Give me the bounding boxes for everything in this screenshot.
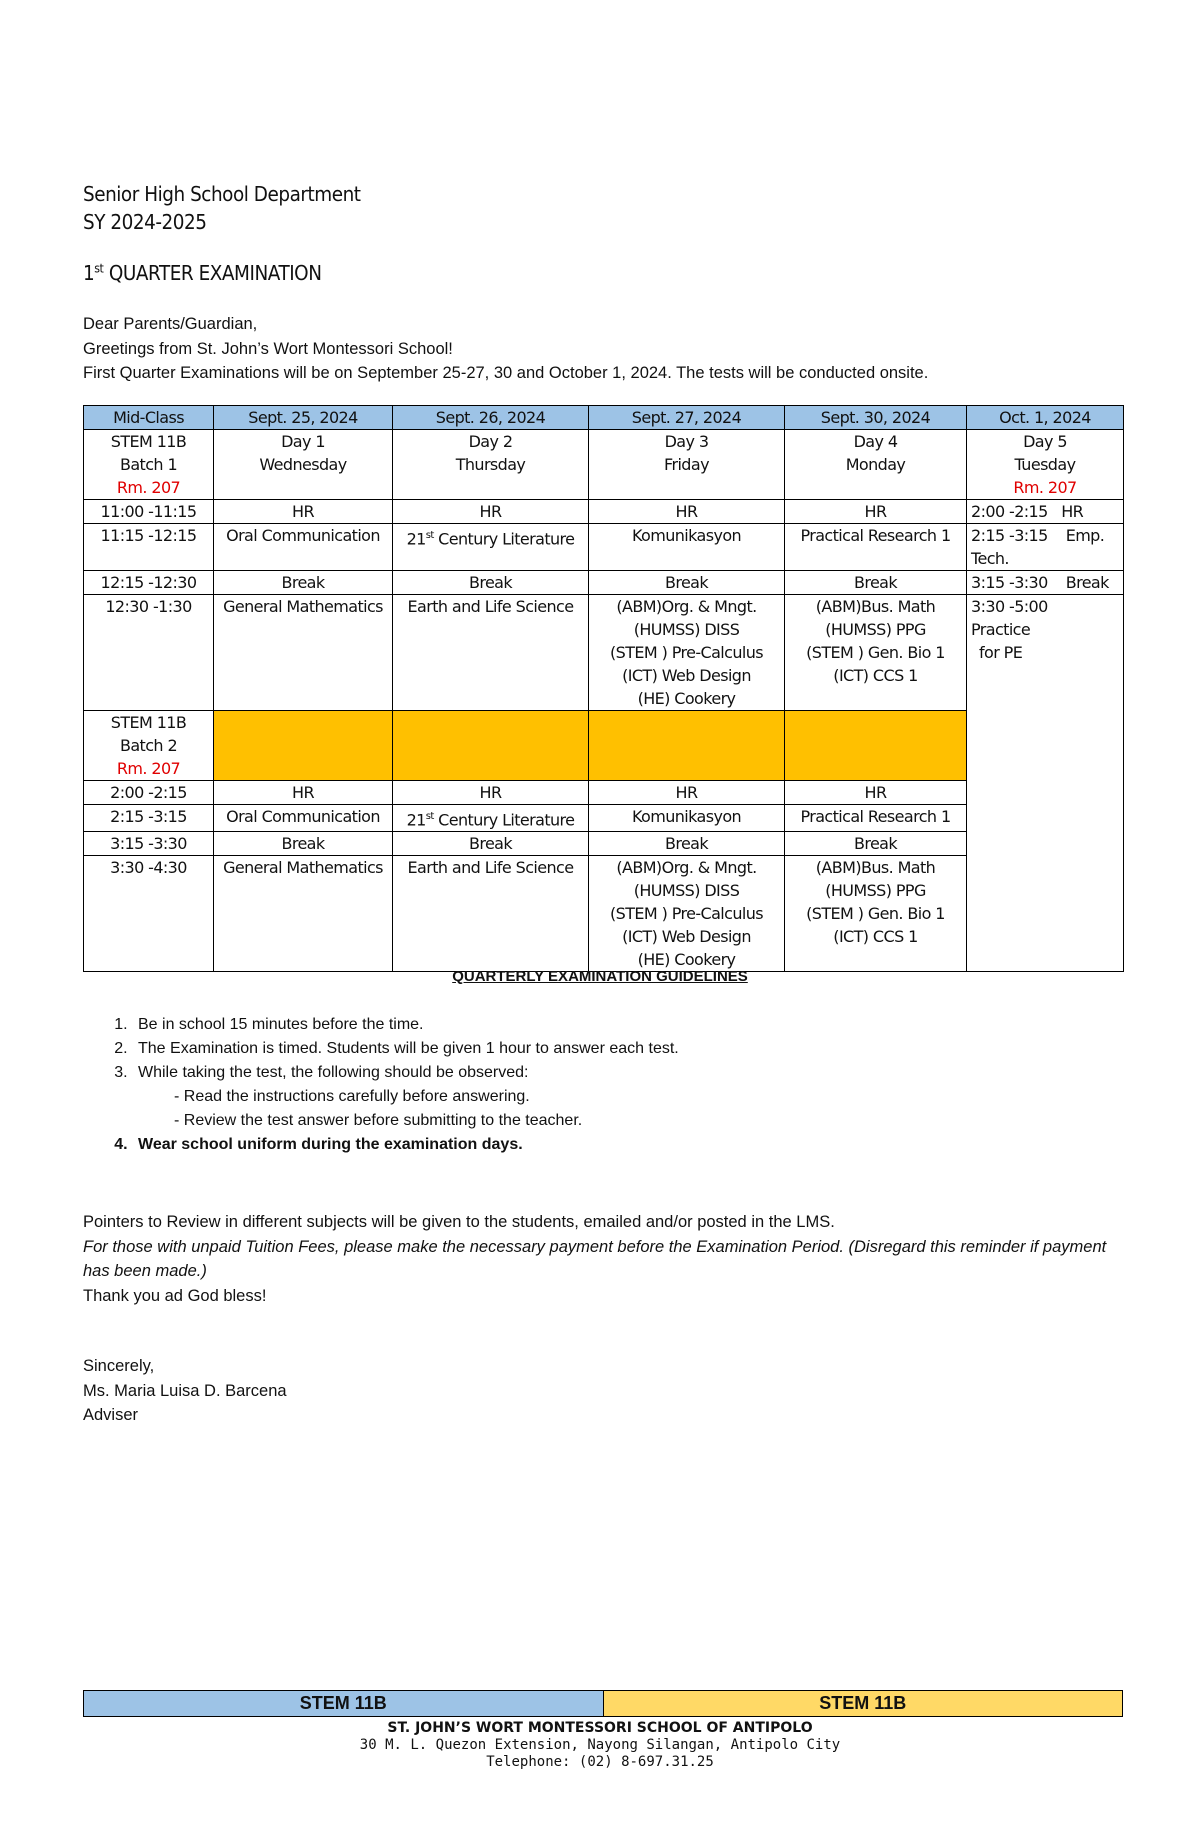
school-phone: Telephone: (02) 8-697.31.25 [486,1754,714,1770]
footer-right-label: STEM 11B [604,1691,1123,1716]
table-row [84,500,1124,524]
guidelines-list [90,1013,1132,1157]
subject-cell: Break [214,571,393,595]
footer-left-label: STEM 11B [84,1691,604,1716]
subject-cell: 21st Century Literature [393,805,589,832]
header-cell: Sept. 27, 2024 [589,406,785,430]
time-cell: 2:00 -2:15 [84,781,214,805]
time-cell: 3:15 -3:30 [84,832,214,856]
signoff [83,1354,287,1428]
subject-cell: Break [393,571,589,595]
list-item: 2. The Examination is timed. Students will be given 1 hour to answer each test. [132,1037,1132,1061]
subject-cell: Oral Communication [214,805,393,832]
list-item: 1. Be in school 15 minutes before the time. [132,1013,1132,1037]
day-cell: Day 2 Thursday [393,430,589,500]
pointers-section [83,1210,1133,1308]
subject-cell: (ABM)Org. & Mngt. (HUMSS) DISS (STEM ) Pre-Calculus (ICT) Web Design (HE) Cookery [589,595,785,711]
table-row [84,595,1124,711]
subject-cell: Break [785,571,967,595]
day-cell: Day 5 Tuesday Rm. 207 [967,430,1124,500]
tuition-reminder: For those with unpaid Tuition Fees, please make the necessary payment before the Examination Period. (Disregard this reminder if payment has been made.) [83,1237,1107,1280]
header-cell: Mid-Class [84,406,214,430]
highlight-cell [589,711,785,781]
footer-bar [83,1690,1123,1717]
day-cell: Day 1 Wednesday [214,430,393,500]
list-item: 3. While taking the test, the following should be observed: - Read the instructions carefully before answering. - Review the test answer before submitting to the teacher. [132,1061,1132,1133]
signer-name: Ms. Maria Luisa D. Barcena [83,1381,287,1400]
salutation: Dear Parents/Guardian, [83,315,258,333]
time-cell: 3:30 -4:30 [84,856,214,972]
day-cell: Day 4 Monday [785,430,967,500]
pointers-text: Pointers to Review in different subjects will be given to the students, emailed and/or posted in the LMS. [83,1213,835,1231]
table-row [84,571,1124,595]
department-header [83,180,361,236]
subject-cell: (ABM)Org. & Mngt. (HUMSS) DISS (STEM ) Pre-Calculus (ICT) Web Design (HE) Cookery [589,856,785,972]
sub-item: - Review the test answer before submitting to the teacher. [174,1112,583,1129]
subject-cell: General Mathematics [214,856,393,972]
subject-cell: HR [589,781,785,805]
highlight-cell [393,711,589,781]
subject-cell: HR [214,500,393,524]
subject-cell: Komunikasyon [589,524,785,571]
day5-cell: 3:15 -3:30 Break [967,571,1124,595]
subject-cell: Oral Communication [214,524,393,571]
greeting: Greetings from St. John’s Wort Montessori School! [83,339,453,358]
subject-cell: Break [214,832,393,856]
time-cell: 2:15 -3:15 [84,805,214,832]
letter-intro [83,312,928,386]
subject-cell: HR [214,781,393,805]
subject-cell: (ABM)Bus. Math (HUMSS) PPG (STEM ) Gen. Bio 1 (ICT) CCS 1 [785,856,967,972]
header-cell: Oct. 1, 2024 [967,406,1124,430]
highlight-cell [785,711,967,781]
time-cell: 11:00 -11:15 [84,500,214,524]
subject-cell: Practical Research 1 [785,805,967,832]
highlight-cell [214,711,393,781]
school-footer [0,1720,1200,1771]
guidelines-title: QUARTERLY EXAMINATION GUIDELINES [452,968,748,985]
header-cell: Sept. 25, 2024 [214,406,393,430]
subject-cell: Break [589,832,785,856]
batch2-label: STEM 11B Batch 2 Rm. 207 [84,711,214,781]
day5-cell: 2:15 -3:15 Emp. Tech. [967,524,1124,571]
batch1-label: STEM 11B Batch 1 Rm. 207 [84,430,214,500]
subject-cell: General Mathematics [214,595,393,711]
signer-role: Adviser [83,1406,139,1424]
thanks-text: Thank you ad God bless! [83,1286,267,1305]
time-cell: 12:30 -1:30 [84,595,214,711]
subject-cell: HR [589,500,785,524]
table-header-row [84,406,1124,430]
list-item: 4. Wear school uniform during the examination days. [132,1133,1132,1157]
header-cell: Sept. 30, 2024 [785,406,967,430]
subject-cell: HR [785,500,967,524]
subject-cell: (ABM)Bus. Math (HUMSS) PPG (STEM ) Gen. Bio 1 (ICT) CCS 1 [785,595,967,711]
subject-cell: Earth and Life Science [393,856,589,972]
subject-cell: Practical Research 1 [785,524,967,571]
subject-cell: Komunikasyon [589,805,785,832]
sub-item: - Read the instructions carefully before answering. [174,1088,530,1105]
time-cell: 12:15 -12:30 [84,571,214,595]
school-address: 30 M. L. Quezon Extension, Nayong Silangan, Antipolo City [359,1737,841,1753]
day-cell: Day 3 Friday [589,430,785,500]
subject-cell: Earth and Life Science [393,595,589,711]
exam-schedule-table [83,405,1124,972]
subject-cell: 21st Century Literature [393,524,589,571]
subject-cell: Break [393,832,589,856]
school-name: ST. JOHN’S WORT MONTESSORI SCHOOL OF ANTIPOLO [387,1720,813,1736]
subject-cell: HR [393,500,589,524]
subject-cell: Break [589,571,785,595]
subject-cell: HR [785,781,967,805]
exam-title: 1st QUARTER EXAMINATION [83,261,322,285]
department-name: Senior High School Department [83,182,361,206]
day5-cell: 2:00 -2:15 HR [967,500,1124,524]
table-row [84,430,1124,500]
day5-cell: 3:30 -5:00 Practice for PE [967,595,1124,972]
school-year: SY 2024-2025 [83,210,207,234]
closing: Sincerely, [83,1357,155,1375]
letter-body: First Quarter Examinations will be on September 25-27, 30 and October 1, 2024. The tests will be conducted onsite. [83,364,929,382]
subject-cell: HR [393,781,589,805]
header-cell: Sept. 26, 2024 [393,406,589,430]
table-row [84,524,1124,571]
subject-cell: Break [785,832,967,856]
time-cell: 11:15 -12:15 [84,524,214,571]
